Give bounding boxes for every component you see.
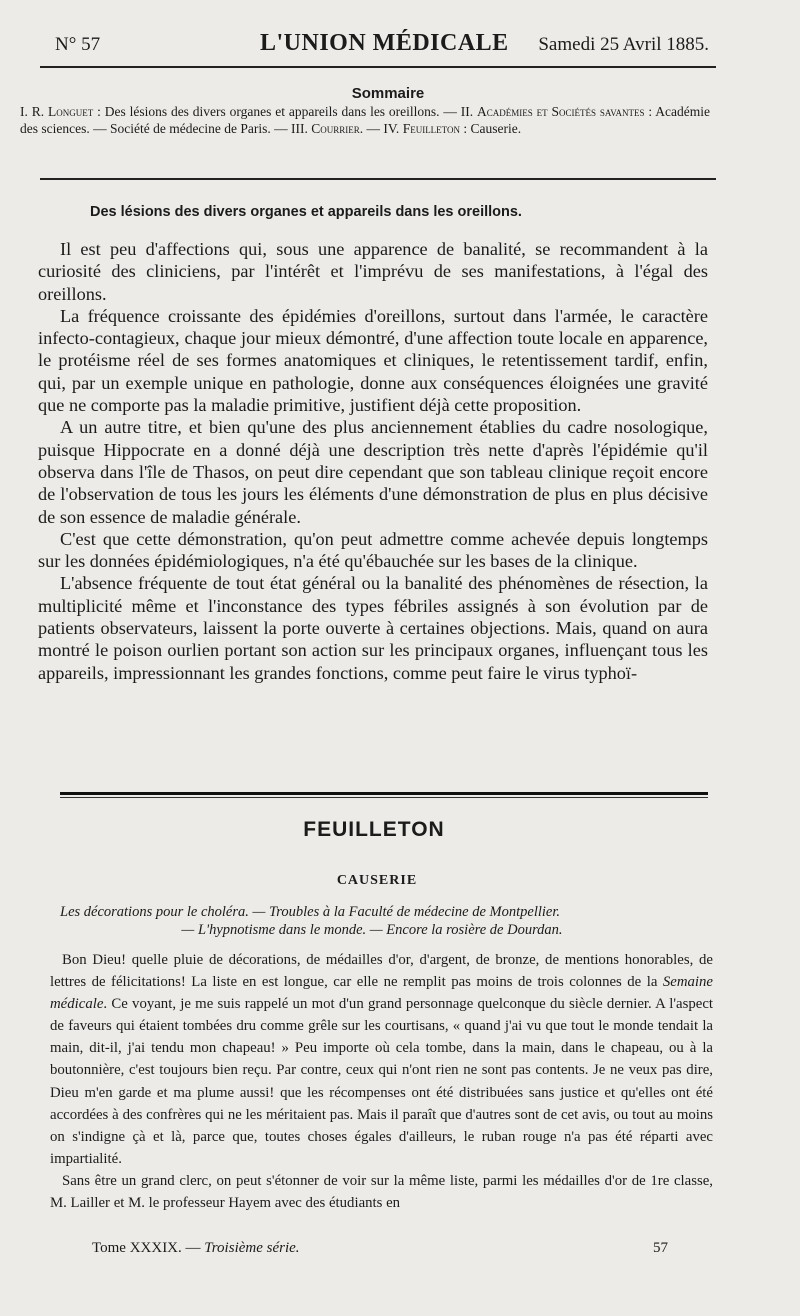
sommaire-contents [20, 103, 710, 137]
causerie-heading: CAUSERIE [336, 873, 418, 888]
feuilleton-paragraph: Sans être un grand clerc, on peut s'étonner de voir sur la même liste, parmi les médailles d'or de 1re classe, M. Lailler et M. le professeur Hayem avec des étudiants en [50, 1172, 713, 1212]
article-paragraph: A un autre titre, et bien qu'une des plus anciennement établies du cadre nosologique, puisque Hippocrate en a donné déjà une description très nette d'après l'épidémie qu'il observa dans l'île de Thasos, on peut dire cependant que son tableau clinique reçoit encore de l'observation de tous les jours les éléments d'une démonstration de plus en plus décisive de son essence de maladie générale. [38, 417, 708, 527]
serie-text: Troisième série. [204, 1240, 300, 1256]
subtitle-line: Les décorations pour le choléra. — Troubles à la Faculté de médecine de Montpellier. [60, 904, 561, 920]
feuilleton-heading: FEUILLETON [303, 818, 445, 841]
issue-date: Samedi 25 Avril 1885. [538, 34, 709, 55]
sommaire-part: I. R. [20, 104, 48, 119]
issue-number: N° 57 [55, 34, 101, 55]
article-paragraph: C'est que cette démonstration, qu'on peut admettre comme achevée depuis longtemps sur les données épidémiologiques, n'a été qu'ébauchée sur les bases de la clinique. [38, 528, 708, 572]
sommaire-section: Académies et Sociétés savantes [477, 104, 645, 119]
article-paragraph: Il est peu d'affections qui, sous une apparence de banalité, se recommandent à la curiosité des cliniciens, par l'intérêt et l'imprévu de ses manifestations, à l'égal des oreillons. [38, 239, 708, 304]
text-run: Bon Dieu! quelle pluie de décorations, de médailles d'or, d'argent, de bronze, de mentions honorables, de lettres de félicitations! La liste en est longue, car elle ne remplit pas moins de trois colonnes de la [50, 952, 713, 991]
article-body [38, 238, 708, 684]
journal-title: L'UNION MÉDICALE [260, 30, 509, 56]
sommaire-author: Longuet [47, 104, 94, 119]
tome-label [92, 1240, 300, 1257]
header-rule [40, 66, 716, 68]
journal-citation: Semaine médicale [50, 974, 713, 1013]
article-paragraph: L'absence fréquente de tout état général ou la banalité des phénomènes de résection, la multiplicité même et l'inconstance des types fébriles assignés à son évolution par de patients observateurs, laissent la porte ouverte à certaines objections. Mais, quand on aura montré le poison ourlien portant son action sur les principaux organes, influençant tous les appareils, impressionnant les grandes fonctions, comme peut faire le virus typhoï- [38, 573, 708, 683]
sommaire-rule [40, 178, 716, 180]
text-run: . Ce voyant, je me suis rappelé un mot d'un grand personnage quelconque du siècle dernier. A l'aspect de faveurs qui étaient tombées dru comme grêle sur les courtisans, « quand j'ai vu que tout le monde tendait la main, dit-il, j'ai tendu mon chapeau! » Peu importe où cela tombe, dans la main, dans le chapeau, ou à la boutonnière, c'est toujours bien reçu. Par contre, ceux qui n'ont rien ne sont pas contents. Je ne veux pas dire, Dieu m'en garde et ma plume aussi! que les récompenses ont été distribuées sans justice et qu'elles ont été accordées à des confrères qui ne les méritaient pas. Mais il paraît que d'autres sont de cet avis, ou tout au moins on s'indigne çà et là, parce que, toutes choses égales d'ailleurs, le ruban rouge n'a pas été réparti avec impartialité. [50, 996, 713, 1167]
sommaire-part: : Des lésions des divers organes et appareils dans les oreillons. — II. [93, 104, 478, 119]
article-title: Des lésions des divers organes et appareils dans les oreillons. [90, 204, 522, 220]
sommaire-section: Feuilleton [402, 121, 461, 136]
tome-text: Tome XXXIX. — [92, 1240, 205, 1256]
sommaire-section: Courrier [311, 121, 360, 136]
causerie-subtitle [60, 903, 710, 939]
article-paragraph: La fréquence croissante des épidémies d'oreillons, surtout dans l'armée, le caractère infecto-contagieux, chaque jour mieux démontré, d'une affection toute locale en apparence, le protéisme réel de ses formes anatomiques et cliniques, le retentissement tardif, enfin, qui, par un exemple unique en pathologie, donne aux conséquences éloignées une gravité que ne comporte pas la maladie primitive, justifient déjà cette proposition. [38, 305, 708, 416]
sommaire-part: . — IV. [359, 121, 403, 136]
feuilleton-rule [60, 792, 708, 795]
feuilleton-paragraph [50, 949, 713, 1170]
subtitle-line: — L'hypnotisme dans le monde. — Encore la rosière de Dourdan. [181, 922, 563, 938]
page-number: 57 [653, 1240, 668, 1256]
feuilleton-rule-thin [60, 797, 708, 798]
sommaire-part: : Causerie. [460, 121, 522, 136]
page-footer [92, 1240, 668, 1262]
sommaire-heading: Sommaire [351, 85, 425, 102]
feuilleton-body [50, 949, 713, 1214]
page-header [55, 30, 709, 60]
sommaire-part: : Académie des sciences. — Société de médecine de Paris. — III. [20, 104, 711, 136]
